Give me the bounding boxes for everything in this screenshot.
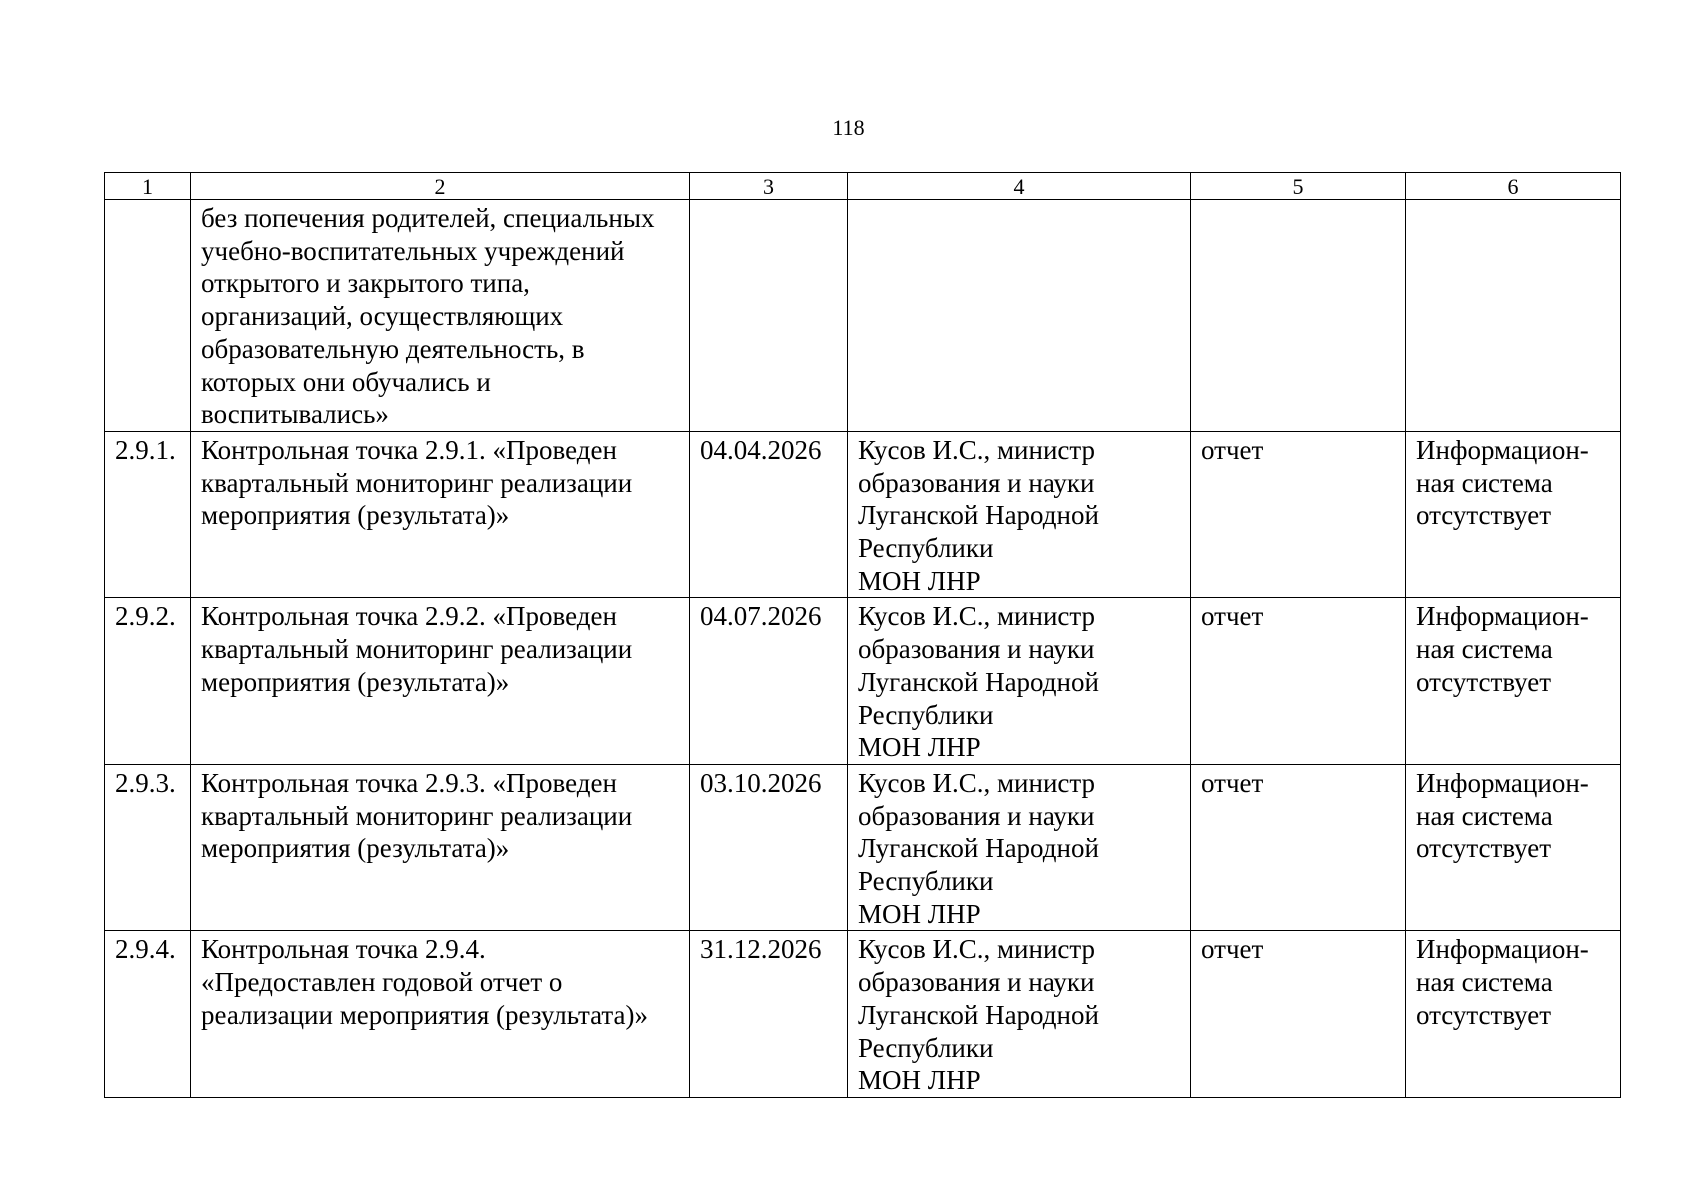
- text-line: Кусов И.С., министр: [858, 767, 1096, 798]
- text-line: Луганской Народной: [858, 666, 1099, 697]
- description-cell: [191, 931, 690, 1098]
- text-line: образования и науки: [858, 967, 1095, 998]
- system-cell: [1406, 431, 1621, 598]
- page-number: 118: [832, 115, 865, 140]
- text-line: Контрольная точка 2.9.1. «Проведен: [201, 434, 617, 465]
- text-line: ная система: [1416, 467, 1553, 498]
- column-header: 2: [191, 173, 690, 200]
- document-cell: отчет: [1191, 598, 1406, 765]
- text-line: МОН ЛНР: [858, 732, 981, 763]
- column-header: 3: [690, 173, 848, 200]
- responsible-cell: [848, 200, 1191, 432]
- table-header-row: [105, 173, 1621, 200]
- text-line: ная система: [1416, 634, 1553, 665]
- text-line: мероприятия (результата)»: [201, 666, 510, 697]
- text-line: квартальный мониторинг реализации: [201, 634, 633, 665]
- responsible-cell: [848, 431, 1191, 598]
- text-line: Луганской Народной: [858, 999, 1099, 1030]
- text-line: Информацион-: [1416, 934, 1589, 965]
- plan-table: [104, 172, 1621, 1098]
- text-line: образования и науки: [858, 634, 1095, 665]
- responsible-cell: [848, 598, 1191, 765]
- date-cell: 04.07.2026: [690, 598, 848, 765]
- text-line: учебно-воспитательных учреждений: [201, 235, 625, 266]
- text-line: Республики: [858, 533, 994, 564]
- table-row: [105, 598, 1621, 765]
- text-line: мероприятия (результата)»: [201, 500, 510, 531]
- table-row-continuation: [105, 200, 1621, 432]
- text-line: Луганской Народной: [858, 500, 1099, 531]
- text-line: Информацион-: [1416, 767, 1589, 798]
- text-line: Контрольная точка 2.9.4.: [201, 934, 486, 965]
- text-line: отсутствует: [1416, 833, 1552, 864]
- text-line: Контрольная точка 2.9.2. «Проведен: [201, 601, 617, 632]
- text-line: квартальный мониторинг реализации: [201, 800, 633, 831]
- text-line: отсутствует: [1416, 666, 1552, 697]
- column-header: 5: [1191, 173, 1406, 200]
- text-line: организаций, осуществляющих: [201, 301, 564, 332]
- text-line: ная система: [1416, 967, 1553, 998]
- table-row: [105, 931, 1621, 1098]
- text-line: реализации мероприятия (результата)»: [201, 999, 649, 1030]
- table-row: [105, 764, 1621, 931]
- column-header: 1: [105, 173, 191, 200]
- text-line: мероприятия (результата)»: [201, 833, 510, 864]
- text-line: Кусов И.С., министр: [858, 434, 1096, 465]
- text-line: образования и науки: [858, 467, 1095, 498]
- responsible-cell: [848, 931, 1191, 1098]
- system-cell: [1406, 200, 1621, 432]
- table-row: [105, 431, 1621, 598]
- system-cell: [1406, 764, 1621, 931]
- column-header: 4: [848, 173, 1191, 200]
- number-cell: 2.9.3.: [105, 764, 191, 931]
- text-line: которых они обучались и: [201, 366, 491, 397]
- document-cell: отчет: [1191, 931, 1406, 1098]
- text-line: Информацион-: [1416, 601, 1589, 632]
- text-line: МОН ЛНР: [858, 565, 981, 596]
- system-cell: [1406, 931, 1621, 1098]
- text-line: образовательную деятельность, в: [201, 333, 585, 364]
- description-cell: [191, 598, 690, 765]
- number-cell: 2.9.1.: [105, 431, 191, 598]
- text-line: МОН ЛНР: [858, 1065, 981, 1096]
- text-line: «Предоставлен годовой отчет о: [201, 967, 563, 998]
- text-line: отсутствует: [1416, 999, 1552, 1030]
- text-line: отсутствует: [1416, 500, 1552, 531]
- text-line: Луганской Народной: [858, 833, 1099, 864]
- description-cell: [191, 431, 690, 598]
- text-line: образования и науки: [858, 800, 1095, 831]
- date-cell: [690, 200, 848, 432]
- responsible-cell: [848, 764, 1191, 931]
- text-line: Республики: [858, 1032, 994, 1063]
- column-header: 6: [1406, 173, 1621, 200]
- text-line: МОН ЛНР: [858, 898, 981, 929]
- system-cell: [1406, 598, 1621, 765]
- text-line: Республики: [858, 866, 994, 897]
- number-cell: [105, 200, 191, 432]
- number-cell: 2.9.4.: [105, 931, 191, 1098]
- date-cell: 31.12.2026: [690, 931, 848, 1098]
- date-cell: 04.04.2026: [690, 431, 848, 598]
- text-line: открытого и закрытого типа,: [201, 268, 530, 299]
- text-line: воспитывались»: [201, 399, 389, 430]
- text-line: квартальный мониторинг реализации: [201, 467, 633, 498]
- text-line: Контрольная точка 2.9.3. «Проведен: [201, 767, 617, 798]
- text-line: без попечения родителей, специальных: [201, 203, 655, 233]
- number-cell: 2.9.2.: [105, 598, 191, 765]
- text-line: Кусов И.С., министр: [858, 601, 1096, 632]
- document-cell: [1191, 200, 1406, 432]
- text-line: Информацион-: [1416, 434, 1589, 465]
- date-cell: 03.10.2026: [690, 764, 848, 931]
- text-line: Республики: [858, 699, 994, 730]
- text-line: Кусов И.С., министр: [858, 934, 1096, 965]
- description-cell: [191, 764, 690, 931]
- text-line: ная система: [1416, 800, 1553, 831]
- description-cell: [191, 200, 690, 432]
- document-cell: отчет: [1191, 431, 1406, 598]
- document-cell: отчет: [1191, 764, 1406, 931]
